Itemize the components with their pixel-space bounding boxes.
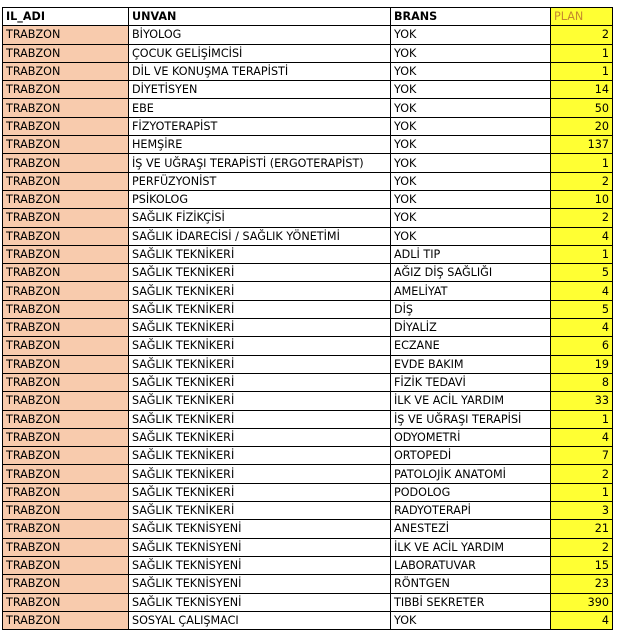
il-adi-cell[interactable]: TRABZON [3,282,129,300]
brans-cell[interactable]: RADYOTERAPİ [391,502,551,520]
brans-cell[interactable]: YOK [391,62,551,80]
il-adi-cell[interactable]: TRABZON [3,26,129,44]
table-row [3,319,613,337]
brans-cell[interactable]: YOK [391,227,551,245]
plan-cell[interactable]: 1 [551,410,613,428]
table-row [3,209,613,227]
table-row [3,44,613,62]
unvan-cell[interactable]: SAĞLIK TEKNİKERİ [129,264,391,282]
il-adi-cell[interactable]: TRABZON [3,300,129,318]
unvan-cell[interactable]: BİYOLOG [129,26,391,44]
brans-cell[interactable]: YOK [391,136,551,154]
il-adi-cell[interactable]: TRABZON [3,264,129,282]
unvan-cell[interactable]: SAĞLIK TEKNİSYENİ [129,593,391,611]
plan-cell[interactable]: 1 [551,245,613,263]
table-row [3,538,613,556]
unvan-cell[interactable]: SAĞLIK TEKNİKERİ [129,410,391,428]
table-body [3,26,613,630]
brans-cell[interactable]: YOK [391,611,551,629]
table-row [3,62,613,80]
il-adi-cell[interactable]: TRABZON [3,410,129,428]
unvan-cell[interactable]: SAĞLIK TEKNİSYENİ [129,575,391,593]
plan-cell[interactable]: 1 [551,154,613,172]
table-row [3,410,613,428]
il-adi-cell[interactable]: TRABZON [3,355,129,373]
unvan-cell[interactable]: EBE [129,99,391,117]
il-adi-cell[interactable]: TRABZON [3,556,129,574]
header-plan[interactable]: PLAN [551,8,613,26]
il-adi-cell[interactable]: TRABZON [3,447,129,465]
il-adi-cell[interactable]: TRABZON [3,99,129,117]
il-adi-cell[interactable]: TRABZON [3,428,129,446]
table-row [3,117,613,135]
plan-cell[interactable]: 3 [551,502,613,520]
plan-cell[interactable]: 50 [551,99,613,117]
plan-cell[interactable]: 2 [551,172,613,190]
plan-cell[interactable]: 2 [551,26,613,44]
il-adi-cell[interactable]: TRABZON [3,465,129,483]
unvan-cell[interactable]: DİYETİSYEN [129,81,391,99]
header-il-adi[interactable]: IL_ADI [3,8,129,26]
il-adi-cell[interactable]: TRABZON [3,575,129,593]
unvan-cell[interactable]: SAĞLIK TEKNİKERİ [129,355,391,373]
brans-cell[interactable]: İLK VE ACİL YARDIM [391,538,551,556]
table-row [3,337,613,355]
brans-cell[interactable]: YOK [391,26,551,44]
plan-cell[interactable]: 1 [551,483,613,501]
table-row [3,190,613,208]
brans-cell[interactable]: ODYOMETRİ [391,428,551,446]
table-row [3,300,613,318]
plan-cell[interactable]: 390 [551,593,613,611]
unvan-cell[interactable]: SAĞLIK TEKNİKERİ [129,300,391,318]
table-row [3,593,613,611]
table-row [3,447,613,465]
header-brans[interactable]: BRANS [391,8,551,26]
plan-cell[interactable]: 2 [551,209,613,227]
unvan-cell[interactable]: SOSYAL ÇALIŞMACI [129,611,391,629]
table-row [3,611,613,629]
header-unvan[interactable]: UNVAN [129,8,391,26]
brans-cell[interactable]: ADLİ TIP [391,245,551,263]
table-row [3,465,613,483]
table-row [3,26,613,44]
plan-cell[interactable]: 6 [551,337,613,355]
table-row [3,227,613,245]
plan-cell[interactable]: 4 [551,611,613,629]
il-adi-cell[interactable]: TRABZON [3,190,129,208]
unvan-cell[interactable]: İŞ VE UĞRAŞI TERAPİSTİ (ERGOTERAPİST) [129,154,391,172]
unvan-cell[interactable]: SAĞLIK TEKNİSYENİ [129,538,391,556]
unvan-cell[interactable]: SAĞLIK TEKNİKERİ [129,337,391,355]
table-row [3,575,613,593]
brans-cell[interactable]: YOK [391,190,551,208]
table-row [3,172,613,190]
il-adi-cell[interactable]: TRABZON [3,136,129,154]
table-row [3,392,613,410]
plan-cell[interactable]: 15 [551,556,613,574]
il-adi-cell[interactable]: TRABZON [3,117,129,135]
table-row [3,520,613,538]
unvan-cell[interactable]: FİZYOTERAPİST [129,117,391,135]
il-adi-cell[interactable]: TRABZON [3,44,129,62]
table-row [3,136,613,154]
plan-cell[interactable]: 4 [551,227,613,245]
il-adi-cell[interactable]: TRABZON [3,245,129,263]
il-adi-cell[interactable]: TRABZON [3,337,129,355]
unvan-cell[interactable]: ÇOCUK GELİŞİMCİSİ [129,44,391,62]
table-row [3,502,613,520]
unvan-cell[interactable]: SAĞLIK TEKNİKERİ [129,483,391,501]
plan-cell[interactable]: 137 [551,136,613,154]
plan-cell[interactable]: 7 [551,447,613,465]
brans-cell[interactable]: İŞ VE UĞRAŞI TERAPİSİ [391,410,551,428]
il-adi-cell[interactable]: TRABZON [3,172,129,190]
il-adi-cell[interactable]: TRABZON [3,520,129,538]
unvan-cell[interactable]: SAĞLIK TEKNİKERİ [129,447,391,465]
plan-cell[interactable]: 10 [551,190,613,208]
unvan-cell[interactable]: SAĞLIK TEKNİKERİ [129,245,391,263]
unvan-cell[interactable]: PERFÜZYONİST [129,172,391,190]
brans-cell[interactable]: RÖNTGEN [391,575,551,593]
table-row [3,556,613,574]
unvan-cell[interactable]: SAĞLIK TEKNİSYENİ [129,556,391,574]
plan-cell[interactable]: 1 [551,44,613,62]
il-adi-cell[interactable]: TRABZON [3,319,129,337]
il-adi-cell[interactable]: TRABZON [3,154,129,172]
brans-cell[interactable]: EVDE BAKIM [391,355,551,373]
brans-cell[interactable]: ECZANE [391,337,551,355]
brans-cell[interactable]: YOK [391,44,551,62]
plan-cell[interactable]: 2 [551,465,613,483]
table-row [3,373,613,391]
brans-cell[interactable]: DİYALİZ [391,319,551,337]
il-adi-cell[interactable]: TRABZON [3,209,129,227]
brans-cell[interactable]: İLK VE ACİL YARDIM [391,392,551,410]
brans-cell[interactable]: YOK [391,117,551,135]
brans-cell[interactable]: FİZİK TEDAVİ [391,373,551,391]
il-adi-cell[interactable]: TRABZON [3,392,129,410]
il-adi-cell[interactable]: TRABZON [3,538,129,556]
unvan-cell[interactable]: SAĞLIK FİZİKÇİSİ [129,209,391,227]
table-row [3,428,613,446]
plan-cell[interactable]: 4 [551,282,613,300]
brans-cell[interactable]: AĞIZ DİŞ SAĞLIĞI [391,264,551,282]
table-row [3,264,613,282]
plan-cell[interactable]: 19 [551,355,613,373]
brans-cell[interactable]: AMELİYAT [391,282,551,300]
plan-cell[interactable]: 1 [551,62,613,80]
unvan-cell[interactable]: SAĞLIK TEKNİKERİ [129,465,391,483]
il-adi-cell[interactable]: TRABZON [3,483,129,501]
unvan-cell[interactable]: SAĞLIK TEKNİKERİ [129,502,391,520]
unvan-cell[interactable]: SAĞLIK TEKNİKERİ [129,373,391,391]
unvan-cell[interactable]: HEMŞİRE [129,136,391,154]
brans-cell[interactable]: YOK [391,154,551,172]
header-row [3,8,613,26]
unvan-cell[interactable]: SAĞLIK TEKNİKERİ [129,392,391,410]
il-adi-cell[interactable]: TRABZON [3,62,129,80]
unvan-cell[interactable]: PSİKOLOG [129,190,391,208]
unvan-cell[interactable]: SAĞLIK TEKNİSYENİ [129,520,391,538]
plan-cell[interactable]: 5 [551,264,613,282]
brans-cell[interactable]: PODOLOG [391,483,551,501]
table-row [3,81,613,99]
unvan-cell[interactable]: SAĞLIK TEKNİKERİ [129,282,391,300]
brans-cell[interactable]: ANESTEZİ [391,520,551,538]
plan-cell[interactable]: 5 [551,300,613,318]
unvan-cell[interactable]: SAĞLIK TEKNİKERİ [129,319,391,337]
plan-cell[interactable]: 4 [551,319,613,337]
il-adi-cell[interactable]: TRABZON [3,227,129,245]
plan-cell[interactable]: 2 [551,538,613,556]
brans-cell[interactable]: ORTOPEDİ [391,447,551,465]
table-row [3,99,613,117]
plan-cell[interactable]: 23 [551,575,613,593]
brans-cell[interactable]: YOK [391,172,551,190]
table-row [3,245,613,263]
table-row [3,282,613,300]
plan-cell[interactable]: 21 [551,520,613,538]
table-row [3,154,613,172]
il-adi-cell[interactable]: TRABZON [3,611,129,629]
brans-cell[interactable]: DİŞ [391,300,551,318]
table-row [3,483,613,501]
plan-cell[interactable]: 33 [551,392,613,410]
brans-cell[interactable]: YOK [391,99,551,117]
il-adi-cell[interactable]: TRABZON [3,373,129,391]
unvan-cell[interactable]: DİL VE KONUŞMA TERAPİSTİ [129,62,391,80]
plan-cell[interactable]: 8 [551,373,613,391]
brans-cell[interactable]: TIBBİ SEKRETER [391,593,551,611]
plan-cell[interactable]: 14 [551,81,613,99]
il-adi-cell[interactable]: TRABZON [3,81,129,99]
brans-cell[interactable]: PATOLOJİK ANATOMİ [391,465,551,483]
unvan-cell[interactable]: SAĞLIK TEKNİKERİ [129,428,391,446]
unvan-cell[interactable]: SAĞLIK İDARECİSİ / SAĞLIK YÖNETİMİ [129,227,391,245]
brans-cell[interactable]: YOK [391,209,551,227]
table-row [3,355,613,373]
staffing-table [2,7,613,630]
il-adi-cell[interactable]: TRABZON [3,593,129,611]
plan-cell[interactable]: 4 [551,428,613,446]
brans-cell[interactable]: YOK [391,81,551,99]
brans-cell[interactable]: LABORATUVAR [391,556,551,574]
plan-cell[interactable]: 20 [551,117,613,135]
il-adi-cell[interactable]: TRABZON [3,502,129,520]
